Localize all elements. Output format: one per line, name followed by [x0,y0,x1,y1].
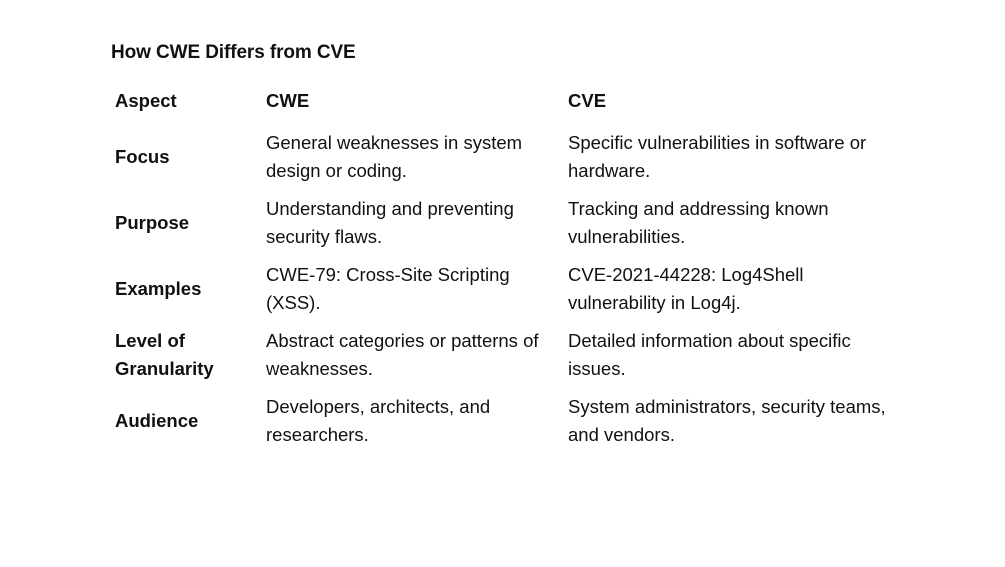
table-row [107,124,896,190]
row-cwe-cell: Abstract categories or patterns of weaknesses. [266,330,539,379]
row-aspect-cell: Focus [115,146,170,167]
row-aspect-cell: Purpose [115,212,190,233]
header-cwe: CWE [266,90,310,111]
row-cve-cell: Tracking and addressing known vulnerabilities. [568,198,829,247]
row-cve-cell: Detailed information about specific issues. [568,330,851,379]
table-row [107,190,896,256]
row-cwe-cell: Understanding and preventing security flaws. [266,198,514,247]
row-cve-cell: Specific vulnerabilities in software or hardware. [568,132,867,181]
row-cve-cell: CVE-2021-44228: Log4Shell vulnerability in Log4j. [568,264,804,313]
row-aspect-cell: Level of Granularity [115,330,214,379]
table-row [107,388,896,454]
row-cwe-cell: CWE-79: Cross-Site Scripting (XSS). [266,264,510,313]
row-aspect-cell: Examples [115,278,202,299]
table-header-row [107,82,896,124]
row-aspect-cell: Audience [115,410,199,431]
table-row [107,256,896,322]
row-cwe-cell: General weaknesses in system design or coding. [266,132,523,181]
comparison-table [107,82,896,454]
page-title: How CWE Differs from CVE [111,42,356,63]
table-row [107,322,896,388]
header-cve: CVE [568,90,607,111]
header-aspect: Aspect [115,90,177,111]
row-cve-cell: System administrators, security teams, and vendors. [568,396,886,445]
row-cwe-cell: Developers, architects, and researchers. [266,396,491,445]
